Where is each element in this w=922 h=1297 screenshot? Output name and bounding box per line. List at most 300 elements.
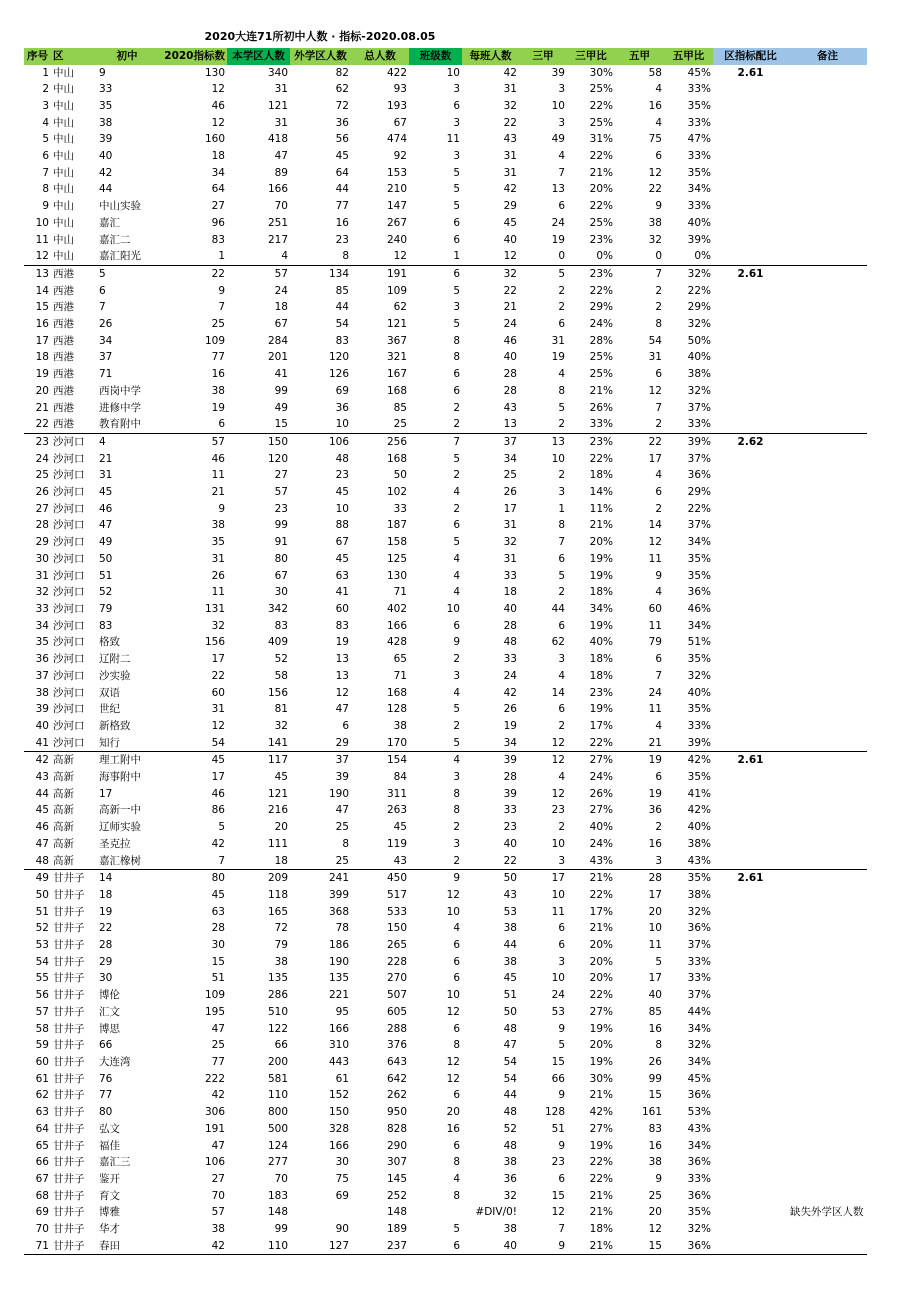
- cell-total-count: 93: [393, 83, 407, 96]
- table-row: [24, 584, 867, 601]
- cell-district: 沙河口: [53, 469, 85, 482]
- cell-top3-ratio: 43%: [567, 853, 615, 870]
- table-row: [24, 484, 867, 501]
- cell-index: 61: [35, 1072, 49, 1085]
- cell-top3-count: 128: [544, 1106, 565, 1119]
- cell-district: 西港: [53, 384, 74, 397]
- cell-index: 23: [35, 435, 49, 448]
- cell-top5-count: 16: [648, 837, 662, 850]
- table-row: [24, 802, 867, 819]
- cell-top5-ratio: 32%: [687, 267, 711, 280]
- cell-index: 10: [35, 216, 49, 229]
- cell-top5-ratio: 37%: [687, 939, 711, 952]
- cell-class-count: 6: [453, 1139, 460, 1152]
- cell-quota-2020: 32: [211, 619, 225, 632]
- cell-top5-count: 16: [648, 99, 662, 112]
- cell-class-count: 12: [446, 1055, 460, 1068]
- cell-top5-ratio: 38%: [687, 837, 711, 850]
- cell-top3-count: 2: [558, 821, 565, 834]
- cell-outside-count: 62: [335, 83, 349, 96]
- cell-top5-ratio: 32%: [687, 1223, 711, 1236]
- cell-per-class: 33: [503, 653, 517, 666]
- cell-top3-ratio: 25%: [589, 368, 613, 381]
- table-row: [24, 568, 867, 585]
- cell-index: 47: [35, 837, 49, 850]
- cell-top3-ratio: 19%: [589, 1139, 613, 1152]
- cell-top5-count: 19: [648, 787, 662, 800]
- cell-per-class: 26: [503, 703, 517, 716]
- cell-top3-count: 24: [551, 216, 565, 229]
- cell-top3-count: 5: [558, 1039, 565, 1052]
- cell-top3-ratio: 21%: [589, 1206, 613, 1219]
- cell-remark: [788, 1171, 867, 1188]
- table-row: [24, 1054, 867, 1071]
- cell-per-class: 34: [503, 452, 517, 465]
- cell-per-class: 51: [503, 989, 517, 1002]
- cell-class-count: 2: [453, 502, 460, 515]
- cell-district-quota-ratio: [713, 232, 788, 249]
- cell-district-quota-ratio: [713, 316, 788, 333]
- cell-total-count: 38: [393, 719, 407, 732]
- cell-remark: [788, 970, 867, 987]
- cell-per-class: 47: [503, 1039, 517, 1052]
- cell-class-count: 7: [453, 435, 460, 448]
- cell-per-class: 43: [503, 888, 517, 901]
- cell-per-class: 45: [503, 216, 517, 229]
- cell-remark: [788, 1037, 867, 1054]
- cell-quota-2020: 38: [211, 384, 225, 397]
- table-row: [24, 1221, 867, 1238]
- cell-outside-count: 47: [335, 804, 349, 817]
- table-row: [24, 198, 867, 215]
- cell-per-class: 54: [503, 1072, 517, 1085]
- cell-class-count: 6: [453, 619, 460, 632]
- cell-quota-2020: 64: [211, 183, 225, 196]
- cell-total-count: 187: [386, 519, 407, 532]
- cell-top3-ratio: 25%: [589, 116, 613, 129]
- cell-district: 甘井子: [53, 1022, 85, 1035]
- cell-outside-count: 190: [328, 787, 349, 800]
- header-row: [24, 48, 867, 65]
- cell-school: 格致: [99, 636, 120, 649]
- table-row: [24, 634, 867, 651]
- cell-district-quota-ratio: [713, 1238, 788, 1255]
- cell-per-class: 19: [503, 719, 517, 732]
- cell-district: 甘井子: [53, 1139, 85, 1152]
- cell-total-count: 252: [386, 1189, 407, 1202]
- cell-index: 48: [24, 853, 51, 870]
- cell-quota-2020: 12: [211, 719, 225, 732]
- cell-class-count: 6: [453, 233, 460, 246]
- cell-index: 49: [35, 872, 49, 885]
- cell-school: 31: [99, 469, 113, 482]
- cell-per-class: 39: [503, 787, 517, 800]
- cell-remark: [788, 115, 867, 132]
- cell-top5-count: 16: [648, 1139, 662, 1152]
- cell-class-count: 10: [446, 603, 460, 615]
- cell-district: 沙河口: [53, 502, 85, 515]
- cell-class-count: 5: [453, 166, 460, 179]
- cell-top3-ratio: 19%: [589, 552, 613, 565]
- cell-school: 新格致: [99, 719, 131, 732]
- table-row: [24, 819, 867, 836]
- cell-total-count: 67: [393, 116, 407, 129]
- cell-index: 1: [42, 66, 49, 79]
- cell-district: 中山: [53, 99, 74, 112]
- cell-top5-ratio: 35%: [687, 552, 711, 565]
- cell-district: 西港: [53, 301, 74, 314]
- table-row: [24, 970, 867, 987]
- cell-top3-ratio: 19%: [589, 1022, 613, 1035]
- cell-class-count: 3: [453, 150, 460, 163]
- cell-quota-2020: 109: [204, 334, 225, 347]
- cell-top5-ratio: 35%: [687, 569, 711, 582]
- cell-top3-count: 31: [551, 334, 565, 347]
- cell-local-count: 89: [274, 166, 288, 179]
- cell-class-count: 5: [453, 1223, 460, 1236]
- cell-top3-ratio: 42%: [589, 1106, 613, 1119]
- cell-total-count: 71: [393, 586, 407, 599]
- cell-top3-count: 7: [558, 1223, 565, 1236]
- cell-per-class: 38: [503, 955, 517, 968]
- cell-remark: [788, 467, 867, 484]
- cell-per-class: 50: [503, 872, 517, 885]
- cell-remark: [788, 870, 867, 887]
- cell-top5-ratio: 35%: [687, 653, 711, 666]
- cell-district-quota-ratio: [713, 853, 788, 870]
- cell-class-count: 16: [446, 1122, 460, 1135]
- cell-total-count: 193: [386, 99, 407, 112]
- cell-school: 14: [99, 872, 113, 885]
- cell-top5-ratio: 35%: [687, 1206, 711, 1219]
- cell-class-count: 8: [453, 1039, 460, 1052]
- cell-index: 67: [35, 1172, 49, 1185]
- cell-quota-2020: 42: [157, 1238, 227, 1255]
- cell-top5-count: 7: [655, 267, 662, 280]
- cell-top5-count: 38: [648, 1156, 662, 1169]
- cell-outside-count: 13: [335, 653, 349, 666]
- cell-per-class: 42: [503, 686, 517, 699]
- table-row: [24, 870, 867, 887]
- cell-district: 沙河口: [53, 586, 85, 599]
- cell-school: 世纪: [99, 703, 120, 716]
- cell-top3-count: 2: [558, 586, 565, 599]
- cell-top5-ratio: 35%: [687, 771, 711, 784]
- cell-top3-ratio: 30%: [589, 66, 613, 79]
- cell-index: 57: [35, 1005, 49, 1018]
- cell-class-count: 6: [453, 955, 460, 968]
- cell-outside-count: 83: [335, 334, 349, 347]
- cell-remark: [788, 416, 867, 433]
- column-header-total-count: 总人数: [351, 48, 409, 65]
- cell-outside-count: 10: [335, 502, 349, 515]
- cell-top5-ratio: 53%: [687, 1106, 711, 1119]
- cell-class-count: 4: [453, 586, 460, 599]
- cell-remark: [788, 299, 867, 316]
- cell-class-count: 5: [453, 318, 460, 331]
- cell-district-quota-ratio: [713, 954, 788, 971]
- cell-district: 沙河口: [53, 486, 85, 499]
- cell-index: 68: [35, 1189, 49, 1202]
- cell-top5-count: 54: [648, 334, 662, 347]
- cell-total-count: 130: [386, 569, 407, 582]
- cell-total-count: 237: [351, 1238, 409, 1255]
- cell-top5-ratio: 40%: [687, 351, 711, 364]
- column-header-per-class: 每班人数: [462, 48, 519, 65]
- cell-top5-ratio: 33%: [687, 116, 711, 129]
- cell-remark: [788, 1138, 867, 1155]
- table-row: [24, 904, 867, 921]
- table-row: [24, 1238, 867, 1255]
- cell-remark: [788, 165, 867, 182]
- cell-index: 19: [35, 368, 49, 381]
- cell-top5-count: 31: [648, 351, 662, 364]
- cell-top3-ratio: 25%: [589, 83, 613, 96]
- cell-index: 34: [35, 619, 49, 632]
- cell-top5-count: 0: [615, 248, 664, 265]
- table-row: [24, 1004, 867, 1021]
- cell-index: 46: [35, 821, 49, 834]
- cell-quota-2020: 22: [211, 267, 225, 280]
- cell-top5-count: 40: [648, 989, 662, 1002]
- cell-top3-ratio: 23%: [589, 233, 613, 246]
- cell-local-count: 340: [267, 66, 288, 79]
- cell-school: 71: [99, 368, 113, 381]
- cell-district-quota-ratio: 2.61: [737, 267, 764, 280]
- cell-district-quota-ratio: [713, 887, 788, 904]
- cell-top5-count: 7: [655, 401, 662, 414]
- cell-top5-ratio: 42%: [687, 754, 711, 767]
- cell-top3-ratio: 19%: [589, 619, 613, 632]
- cell-index: 16: [35, 318, 49, 331]
- cell-district: 高新: [53, 771, 74, 784]
- cell-district-quota-ratio: [713, 634, 788, 651]
- cell-school: 鉴开: [99, 1172, 120, 1185]
- cell-local-count: 121: [267, 787, 288, 800]
- cell-school: 育文: [99, 1189, 120, 1202]
- cell-top5-count: 9: [655, 569, 662, 582]
- cell-per-class: 40: [503, 233, 517, 246]
- cell-total-count: 170: [351, 735, 409, 752]
- cell-per-class: 31: [503, 519, 517, 532]
- cell-outside-count: 8: [290, 248, 351, 265]
- cell-top3-ratio: 26%: [589, 401, 613, 414]
- cell-top3-ratio: 25%: [589, 216, 613, 229]
- cell-remark: [788, 366, 867, 383]
- cell-top5-ratio: 29%: [687, 486, 711, 499]
- cell-district: 西港: [53, 284, 74, 297]
- cell-outside-count: 39: [335, 771, 349, 784]
- cell-top3-count: 53: [551, 1005, 565, 1018]
- cell-district: 甘井子: [53, 1223, 85, 1236]
- table-row: [24, 1154, 867, 1171]
- cell-per-class: 26: [503, 486, 517, 499]
- cell-top3-count: 19: [551, 233, 565, 246]
- cell-district: 甘井子: [53, 1005, 85, 1018]
- cell-top3-count: 23: [551, 804, 565, 817]
- cell-remark: [788, 601, 867, 618]
- cell-top5-count: 24: [648, 686, 662, 699]
- cell-top3-count: 9: [558, 1139, 565, 1152]
- cell-district-quota-ratio: [713, 836, 788, 853]
- cell-total-count: 109: [386, 284, 407, 297]
- cell-remark: [788, 1121, 867, 1138]
- cell-top3-count: 10: [551, 888, 565, 901]
- cell-quota-2020: 77: [211, 351, 225, 364]
- cell-index: 37: [35, 669, 49, 682]
- table-row: [24, 1021, 867, 1038]
- cell-district: 甘井子: [53, 1055, 85, 1068]
- cell-local-count: 284: [267, 334, 288, 347]
- cell-class-count: 4: [453, 552, 460, 565]
- cell-total-count: 168: [386, 384, 407, 397]
- cell-school: 华才: [99, 1223, 120, 1236]
- cell-remark: [788, 836, 867, 853]
- cell-total-count: 642: [386, 1072, 407, 1085]
- cell-per-class: 38: [503, 922, 517, 935]
- cell-total-count: 153: [386, 166, 407, 179]
- cell-top5-count: 28: [648, 872, 662, 885]
- cell-class-count: 8: [453, 1189, 460, 1202]
- cell-remark: [788, 802, 867, 819]
- cell-school: 21: [99, 452, 113, 465]
- cell-local-count: 15: [227, 416, 290, 433]
- cell-outside-count: 12: [335, 686, 349, 699]
- cell-remark: [788, 248, 867, 265]
- cell-top3-ratio: 21%: [589, 1089, 613, 1102]
- table-row: [24, 853, 867, 870]
- cell-top5-count: 8: [655, 318, 662, 331]
- cell-local-count: 122: [267, 1022, 288, 1035]
- cell-total-count: 125: [386, 552, 407, 565]
- cell-quota-2020: 21: [211, 486, 225, 499]
- cell-local-count: 27: [274, 469, 288, 482]
- cell-top3-count: 12: [519, 735, 567, 752]
- cell-local-count: 118: [267, 888, 288, 901]
- cell-class-count: 12: [446, 1072, 460, 1085]
- cell-district-quota-ratio: [713, 920, 788, 937]
- column-header-top3-count: 三甲: [519, 48, 567, 65]
- column-header-remark: 备注: [788, 48, 867, 65]
- cell-per-class: 40: [503, 837, 517, 850]
- cell-local-count: 18: [227, 853, 290, 870]
- cell-top5-count: 6: [655, 486, 662, 499]
- column-header-district-quota-ratio: 区指标配比: [713, 48, 788, 65]
- cell-district-quota-ratio: [713, 501, 788, 518]
- cell-top5-count: 16: [648, 1022, 662, 1035]
- cell-quota-2020: 45: [211, 754, 225, 767]
- cell-top5-count: 3: [615, 853, 664, 870]
- cell-total-count: 240: [386, 233, 407, 246]
- cell-top3-count: 8: [558, 384, 565, 397]
- cell-district: 西港: [53, 334, 74, 347]
- cell-district: 甘井子: [53, 1106, 85, 1119]
- cell-outside-count: 72: [335, 99, 349, 112]
- cell-class-count: 4: [453, 1172, 460, 1185]
- table-row: [24, 987, 867, 1004]
- cell-total-count: 267: [386, 216, 407, 229]
- cell-remark: [788, 752, 867, 769]
- cell-local-count: 124: [267, 1139, 288, 1152]
- cell-top5-count: 2: [655, 821, 662, 834]
- cell-index: 66: [35, 1156, 49, 1169]
- cell-top5-ratio: 22%: [687, 284, 711, 297]
- cell-top3-count: 6: [558, 200, 565, 213]
- cell-remark: [788, 517, 867, 534]
- cell-outside-count: 82: [335, 66, 349, 79]
- cell-total-count: 50: [393, 469, 407, 482]
- cell-local-count: 148: [267, 1206, 288, 1219]
- cell-top5-ratio: 34%: [687, 1139, 711, 1152]
- cell-total-count: 145: [386, 1172, 407, 1185]
- cell-total-count: 265: [386, 939, 407, 952]
- cell-quota-2020: 47: [211, 1022, 225, 1035]
- cell-per-class: 48: [503, 1139, 517, 1152]
- cell-top5-ratio: 36%: [687, 469, 711, 482]
- cell-class-count: 9: [453, 636, 460, 649]
- cell-district-quota-ratio: [713, 283, 788, 300]
- cell-top3-count: 3: [558, 116, 565, 129]
- cell-total-count: 92: [393, 150, 407, 163]
- cell-top3-count: 7: [558, 166, 565, 179]
- cell-top5-ratio: 36%: [687, 586, 711, 599]
- cell-index: 9: [42, 200, 49, 213]
- cell-outside-count: 56: [335, 133, 349, 146]
- column-header-top3-ratio: 三甲比: [567, 48, 615, 65]
- cell-outside-count: 152: [328, 1089, 349, 1102]
- cell-local-count: 66: [274, 1039, 288, 1052]
- cell-school: 76: [99, 1072, 113, 1085]
- table-body: [24, 65, 867, 1255]
- cell-class-count: 5: [453, 536, 460, 549]
- cell-remark: [788, 181, 867, 198]
- cell-index: 58: [35, 1022, 49, 1035]
- cell-remark: [788, 1221, 867, 1238]
- cell-district-quota-ratio: [713, 735, 788, 752]
- cell-per-class: 48: [503, 1106, 517, 1119]
- cell-total-count: 148: [386, 1206, 407, 1219]
- cell-district-quota-ratio: [713, 517, 788, 534]
- cell-quota-2020: 31: [211, 703, 225, 716]
- cell-district-quota-ratio: [713, 484, 788, 501]
- cell-quota-2020: 195: [204, 1005, 225, 1018]
- cell-total-count: 154: [386, 754, 407, 767]
- cell-top3-count: 6: [558, 1172, 565, 1185]
- cell-quota-2020: 17: [211, 653, 225, 666]
- cell-remark: [788, 701, 867, 718]
- cell-top3-count: 66: [551, 1072, 565, 1085]
- cell-index: 64: [35, 1122, 49, 1135]
- cell-local-count: 135: [267, 972, 288, 985]
- cell-remark: [788, 887, 867, 904]
- cell-district-quota-ratio: [713, 1154, 788, 1171]
- cell-outside-count: 190: [328, 955, 349, 968]
- cell-quota-2020: 25: [211, 1039, 225, 1052]
- cell-top3-ratio: 21%: [567, 1238, 615, 1255]
- cell-district-quota-ratio: [713, 366, 788, 383]
- cell-top3-ratio: 0%: [567, 248, 615, 265]
- cell-class-count: 6: [453, 267, 460, 280]
- cell-total-count: 450: [386, 872, 407, 885]
- cell-index: 62: [35, 1089, 49, 1102]
- cell-top3-ratio: 20%: [589, 1039, 613, 1052]
- cell-remark: [788, 1154, 867, 1171]
- cell-total-count: 168: [386, 686, 407, 699]
- cell-local-count: 57: [274, 267, 288, 280]
- cell-quota-2020: 96: [211, 216, 225, 229]
- cell-top3-ratio: 28%: [589, 334, 613, 347]
- cell-local-count: 500: [267, 1122, 288, 1135]
